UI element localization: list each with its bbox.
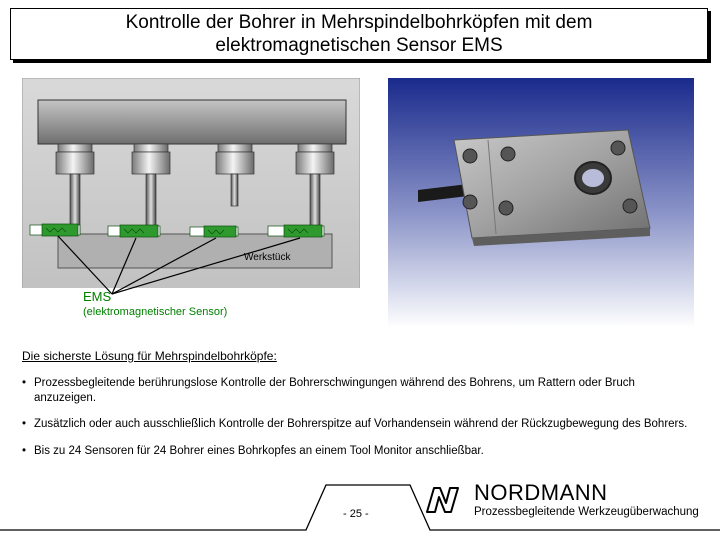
bullet-text-1: Prozessbegleitende berührungslose Kontrolle der Bohrerschwingungen während des Bohrens, um Rattern oder Bruch anzuzeigen. bbox=[34, 377, 635, 404]
bullet-text-3: Bis zu 24 Sensoren für 24 Bohrer eines Bohrkopfes an einem Tool Monitor anschließbar. bbox=[34, 444, 484, 457]
ems-label: EMS bbox=[83, 289, 112, 304]
workpiece-label: Werkstück bbox=[244, 252, 291, 263]
page-number: - 25 - bbox=[343, 508, 369, 520]
slide-title-line-2: elektromagnetischen Sensor EMS bbox=[215, 35, 503, 56]
bullet-symbol: • bbox=[22, 377, 27, 389]
bullet-symbol: • bbox=[22, 418, 27, 430]
brand-tagline: Prozessbegleitende Werkzeugüberwachung bbox=[474, 506, 699, 518]
nordmann-logo-icon bbox=[424, 485, 462, 515]
solution-heading: Die sicherste Lösung für Mehrspindelbohrköpfe: bbox=[22, 349, 277, 363]
slide-title-line-1: Kontrolle der Bohrer in Mehrspindelbohrköpfen mit dem bbox=[125, 12, 593, 33]
bullet-symbol: • bbox=[22, 444, 27, 457]
brand-name: NORDMANN bbox=[474, 480, 608, 505]
bullet-text-2: Zusätzlich oder auch ausschließlich Kontrolle der Bohrerspitze auf Vorhandensein während der Rückzugbewegung des Bohrers. bbox=[34, 418, 688, 430]
ems-sublabel: (elektromagnetischer Sensor) bbox=[83, 306, 228, 318]
